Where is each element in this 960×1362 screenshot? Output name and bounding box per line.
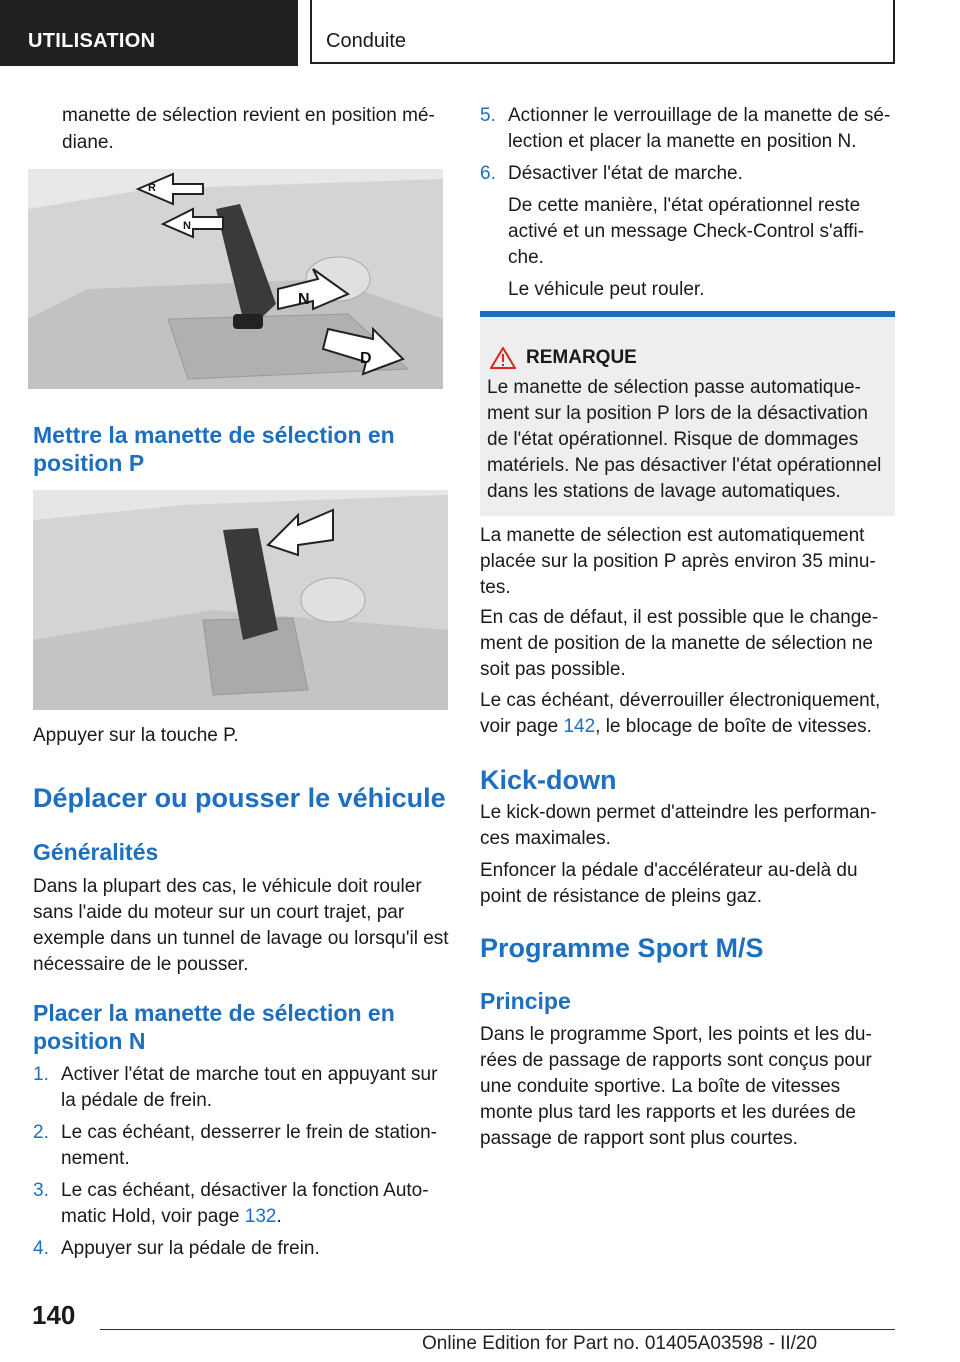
arrow-label-d: D (360, 350, 372, 367)
steps-list-cont (480, 103, 890, 303)
footer-divider (100, 1329, 895, 1330)
arrow-label-n: N (183, 220, 191, 232)
gear-selector-illustration-n (28, 169, 443, 389)
step-number: 2. (33, 1122, 49, 1143)
step-text: Désactiver l'état de marche. (508, 163, 743, 184)
page-number: 140 (32, 1300, 76, 1330)
paragraph-line: La manette de sélection est automatiquement (480, 525, 865, 546)
step-text: lection et placer la manette en position N. (508, 131, 857, 152)
step-sub-text: che. (508, 247, 544, 268)
steps-list (33, 1062, 437, 1262)
list-item (480, 103, 890, 155)
step-sub-text: activé et un message Check-Control s'affi- (508, 221, 864, 242)
heading-kickdown: Kick-down (480, 765, 617, 795)
intro-line: diane. (62, 132, 114, 153)
paragraph-line: point de résistance de pleins gaz. (480, 886, 763, 907)
gear-selector-illustration-p (33, 490, 448, 710)
step-number: 3. (33, 1180, 49, 1201)
heading-generalites: Généralités (33, 839, 159, 865)
list-item (33, 1178, 437, 1230)
arrow-label-n2: N (298, 291, 310, 308)
list-item (33, 1120, 437, 1172)
generalites-paragraph (33, 874, 449, 978)
chapter-tab: Conduite (310, 0, 895, 64)
step-number: 4. (33, 1238, 49, 1259)
list-item (480, 161, 890, 303)
principe-paragraph (480, 1022, 872, 1152)
step-number: 5. (480, 105, 496, 126)
paragraph-line: soit pas possible. (480, 659, 626, 680)
generalites-line: nécessaire de le pousser. (33, 954, 249, 975)
step-text: Appuyer sur la pédale de frein. (61, 1238, 320, 1259)
heading-principe: Principe (480, 988, 571, 1014)
notice-line: Le manette de sélection passe automatique- (487, 377, 861, 398)
defaut-paragraph (480, 605, 878, 683)
echeant-paragraph (480, 688, 880, 740)
page-link-142[interactable]: 142 (563, 716, 596, 737)
paragraph-line: En cas de défaut, il est possible que le change- (480, 607, 879, 628)
step-text: Le cas échéant, desserrer le frein de station- (61, 1122, 437, 1143)
paragraph-line: placée sur la position P après environ 35 minu- (480, 551, 876, 572)
paragraph-line: ces maximales. (480, 828, 611, 849)
paragraph-line: tes. (480, 577, 511, 598)
heading-mettre-p: Mettre la manette de sélection en (33, 422, 395, 448)
kickdown-paragraph (480, 800, 876, 852)
notice-title: REMARQUE (526, 347, 637, 368)
heading-sport: Programme Sport M/S (480, 933, 764, 963)
step-text: Actionner le verrouillage de la manette de sé- (508, 105, 891, 126)
notice-line: ment sur la position P lors de la désactivation (487, 403, 868, 424)
paragraph-line: une conduite sportive. La boîte de vitesses (480, 1076, 841, 1097)
notice-line: matériels. Ne pas désactiver l'état opérationnel (487, 455, 882, 476)
paragraph-line: Le kick-down permet d'atteindre les performan- (480, 802, 877, 823)
gear-selector-drawing (28, 169, 443, 389)
warning-icon (490, 347, 516, 374)
paragraph-line: passage de rapport sont plus courtes. (480, 1128, 798, 1149)
generalites-line: Dans la plupart des cas, le véhicule doit rouler (33, 876, 422, 897)
generalites-line: exemple dans un tunnel de lavage ou lorsqu'il est (33, 928, 449, 949)
notice-line: dans les stations de lavage automatiques. (487, 481, 841, 502)
step-text: nement. (61, 1148, 130, 1169)
step-sub-text: Le véhicule peut rouler. (508, 279, 705, 300)
step-text-end: . (276, 1206, 282, 1227)
paragraph-text: , le blocage de boîte de vitesses. (595, 716, 872, 737)
step-text: la pédale de frein. (61, 1090, 213, 1111)
gear-selector-drawing (33, 490, 448, 710)
notice-text (487, 375, 881, 505)
step-text: matic Hold, voir page (61, 1206, 245, 1227)
intro-line: manette de sélection revient en position mé- (62, 105, 435, 126)
list-item (33, 1236, 437, 1262)
heading-placer-n: position N (33, 1028, 146, 1054)
page-link-132[interactable]: 132 (244, 1206, 277, 1227)
heading-deplacer: Déplacer ou pousser le véhicule (33, 783, 446, 813)
notice-box (480, 311, 895, 516)
generalites-line: sans l'aide du moteur sur un court trajet, par (33, 902, 405, 923)
step-number: 6. (480, 163, 496, 184)
list-item (33, 1062, 437, 1114)
auto-p-paragraph (480, 523, 876, 601)
paragraph-line: Enfoncer la pédale d'accélérateur au-delà du (480, 860, 858, 881)
appuyer-p-text: Appuyer sur la touche P. (33, 725, 239, 746)
heading-mettre-p: position P (33, 450, 145, 476)
paragraph-line: rées de passage de rapports sont conçus pour (480, 1050, 872, 1071)
paragraph-line: monte plus tard les rapports et les durées de (480, 1102, 856, 1123)
paragraph-line: Le cas échéant, déverrouiller électroniquement, (480, 690, 881, 711)
paragraph-line: Dans le programme Sport, les points et les du- (480, 1024, 872, 1045)
step-number: 1. (33, 1064, 49, 1085)
notice-line: de l'état opérationnel. Risque de dommages (487, 429, 859, 450)
paragraph-line: ment de position de la manette de sélection ne (480, 633, 873, 654)
page-header (0, 0, 960, 66)
step-sub-text: De cette manière, l'état opérationnel reste (508, 195, 861, 216)
enfoncer-paragraph (480, 858, 858, 910)
paragraph-text: voir page (480, 716, 564, 737)
footer-edition: Online Edition for Part no. 01405A03598 - II/20 (422, 1333, 818, 1354)
step-text: Activer l'état de marche tout en appuyant sur (61, 1064, 438, 1085)
arrow-label-r: R (148, 182, 156, 194)
heading-placer-n: Placer la manette de sélection en (33, 1000, 395, 1026)
step-text: Le cas échéant, désactiver la fonction Auto- (61, 1180, 429, 1201)
section-tab: UTILISATION (0, 0, 298, 66)
